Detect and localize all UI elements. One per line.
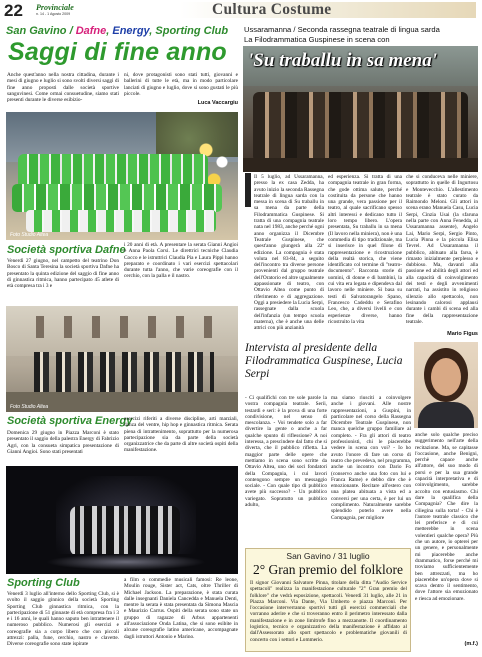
dropcap [245, 173, 251, 207]
energy-show-photo [6, 306, 238, 412]
interview-headline: Intervista al presidente della Filodrammatica Guspinese, Lucia Serpi [245, 342, 403, 380]
photo2-caption: Foto Studio Altea [10, 404, 49, 410]
photo2-dancers [34, 352, 214, 392]
dafne-col-2: i 20 anni di età. A presentare la serata Gianni Angioi e Anna Paola Corsi. Le direttrici tecniche Claudia Cocco e le istruttrici Claudia Pia e Laura Pippi hanno preparato e coordinato i vari esercizi spettacolari durante tutta l'anno, che varie coreografie con il cerchio, con la palla e il nastro. [124, 242, 238, 280]
kicker-sep-2: , [149, 25, 156, 37]
photo1-row-mid [12, 184, 222, 212]
photo1-row-front [26, 210, 216, 232]
interview-signature: (m.f.) [464, 641, 478, 647]
intro-col-2: ni, dove protagonisti sono stati tutti, giovanni e ballerini di tutte le età, ma in modo particolare lanciati di giugno e luglio, dove si sono gustati le più piccole. [124, 72, 238, 97]
kicker-energy: Energy [112, 25, 150, 37]
photo4-floor [243, 158, 478, 172]
sporting-club-photo [6, 466, 238, 574]
interview-col-3: anche solo qualche preciso suggerimento nell'arte della recitazione. Ma, se capitasse l'occasione, anche Benigni, perchè capace anche all'attore, del suo modo di porsi e per la sua grande capacità interpretativa e di coinvolgimento, sarebbe accolto con entusiasmo. Chi dare la qualifica della Compagnia? Che dire la ciliegina sulla torta! - Chi è l'autore teatrale classico che lei preferisce e di cui metterebbe in scena volentieri qualche opera? Più che un autore, io opterei per un genere, e personalmente mi piacerebbe anche drammatico, forse perché mi troviamo sufficientemente ben attrezzati, ma ho piacerebbe un'opera dove si scava dentro il sentimento, dove l'attore sia emozionato e riesca ad emozionare. [415, 432, 478, 602]
photo2-windows [36, 316, 216, 338]
theatre-col-1: Il 5 luglio, ad Ussaramanna, presso la ex casa Zedda, ha avuto inizio la seconda Rassegna teatrale di lingua sarda con la messa in scena di Su traballu in sa mena da parte della Filodrammatica Guspinese. Si tratta di una compagnia teatrale nata nel 1983, anche perché ogni anno organizza il Dicembre Teatrale Guspinese, che quest'anno giungerà alla 22ª edizione. La compagnia è stata voluta nel 83-84, a seguito dell'incontro tra diverse persone provenienti dal gruppo teatrale dell'Oratorio ed altre ugualmente appassionate di teatro, con Ottavio Altea come punto di riferimento e di aggregazione. Oggi a presiedere la Lucia Serpi, rassegnate dalla scuola dell'infanzia (un tempo scuola materna), che è anche una delle attrici con più anzianità [254, 174, 324, 332]
folklore-text: Il signor Giovanni Salvatore Pinna, titolare della ditta "Audio Service spettacoli" realizza la manifestazione culturale "2° Gran premio del folklore" che vedrà esposizione, spettacoli. Venerdì 31 luglio, alle 21 in Piazza Marconi. Via Dante, Via Umberto e piazza Marconi. Per l'occasione interverranno sportivi tutti gli esercizi commerciali che vorranno aderire e che si troveranno entro il perimetro interessato dalla manifestazione e in zone limitrofe fino a mezzanotte. Il coordinamento logistico, tecnico e organizzativo della manifestazione è affidato al dall'Assessorato allo sport spettacolo e problematiche giovanili di concerto con i settori e Lommerio. [250, 580, 407, 643]
intro-col-1: Anche quest'anno nella nostra cittadina, durante i mesi di giugno e luglio si sono svolti diversi saggi di fine anno proposti dalle società sportive sanguvinesi. Come ormai consuetudine, siamo stati presenti durante le diverse esibizio- [7, 72, 119, 104]
kicker-san-gavino: San Gavino / [6, 25, 76, 37]
intro-signature: Luca Vaccargiu [197, 100, 238, 106]
kicker-sep-1: , [106, 25, 113, 37]
theatre-signature: Mario Figus [447, 331, 478, 337]
lucia-serpi-portrait [414, 342, 478, 428]
masthead-issue: n. 14 - 1 Agosto 2009 [36, 12, 71, 16]
portrait-face [431, 358, 461, 396]
section-title: Cultura Costume [212, 1, 332, 18]
energy-col-1: Domenica 29 giugno in Piazza Marconi è stato presentato il saggio della palestra Energy di Fabrizio Agri, con la consueta simpatica presentazione di Gianni Angioi. Sono stati presentati [7, 430, 119, 455]
sporting-section-title: Sporting Club [7, 577, 80, 589]
folklore-kicker: San Gavino / 31 luglio [286, 551, 370, 561]
theatre-col-2: ed esperienza. Si tratta di una compagnia teatrale in gran forma, che gode ottima salute, perché costituita da persone che hanno una grande, vera passione per il teatro, al quale sacrificano spesso altri interessi e dedicano tutto il loro tempo libero. L'opera presentata, Su traballu in sa mena (Il lavoro nella miniera), non è una commedia di tipo tradizionale, ma si inserisce in quel filone di rappresentazione e ricostruzione della realtà storica, che viene identificato col termine di "teatro-documento". Racconta storie di uomini, di donne e di bambini, la cui vita era legata e dipendeva dal lavoro nelle miniere. Si basa su testi di Salvatorangelo Spano, Francesco Cadeddu e Serafino Leo, che, a diversi livelli e con esperienze diverse, hanno ricostruito la vita [328, 174, 402, 325]
sporting-col-2: a film o commedie musicali famosi: Re leone, Moulin rouge, Sister act, Cats, oltre Thriller di Michael Jackson. La preparazione, è stata curata dalle insegnanti Daniela Cancedda e Manuela Denti, mentre la serata è stata presentata da Simona Mascia e Maurizio Carrus. Ospiti della serata sono state un gruppo di ragazze di Arbus appartenenti all'associazione Onda Latina, che si sono esibite in alcune coreografie latino americane, accompagnate dagli istruttori Antonio e Marino. [124, 577, 238, 640]
page-header [0, 0, 482, 22]
photo4-actors [253, 92, 468, 162]
theatre-col-3: che si conduceva nelle miniere, soprattutto in quelle di Ingurtosu e Montevecchio. L'allestimento teatrale è stato curato da Raimondo Meloni. Gli attori in scena erano Manuela Casu, Lucia Serpi, Cinzia Usai (la sfaruna nella parte con Anna Fenedda, al Ussaramanna assente), Angelo Lai, Mario Serpi, Sergio Pinto, Lucia Pinna e la piccola Elisa Tevrel. Ad Ussaramanna il pubblico, abituato alla farsa, è rimasto inizialmente perplesso e dubbioso. Ma, davanti alla passione ed abilità degli attori ed alla capacità di coinvolgimento dei testi e degli avvenimenti narrati, ha assistito in religioso silenzio allo spettacolo, non lesinando calorosi applausi durante i cambi di scena ed alla fine della rappresentazione teatrale. [406, 174, 478, 325]
photo1-caption: Foto Studio Altea [10, 232, 49, 238]
sporting-col-1: Venerdì 3 luglio all'interno dello Sporting Club, si è svolto il saggio ginnico della società Sporting Sporting Club ginnastica ritmica, con la partecipazione di 51 ginnaste di età compresa fra i 3 e i 16 anni, le quali hanno saputo ben intrattenere il numeroso pubblico. Numerosi gli esercizi e coreografie sia a corpo libero che con piccoli attrezzi: palla, fune, cerchio, nastro e clavette. Diverse coreografie sono state ispirate [7, 591, 119, 648]
dafne-section-title: Società sportiva Dafne [7, 244, 126, 256]
photo3-floor-glow [46, 554, 206, 570]
page-number: 22 [4, 1, 23, 20]
right-kicker: Ussaramanna / Seconda rassegna teatrale di lingua sarda [244, 25, 440, 34]
portrait-shoulders [418, 402, 474, 428]
energy-section-title: Società sportiva Energy [7, 415, 133, 427]
energy-col-2: esercizi riferiti a diverse discipline, arti marziali, danza del ventre, hip hop e ginnastica ritmica. Serata piena di intrattenimento, soprattutto per la numerosa partecipazione sia da parte della società organizzatrice che da parte di altre società ospiti della manifestazione. [124, 416, 238, 454]
left-kicker [6, 25, 236, 37]
kicker-sporting: Sporting Club [155, 25, 229, 37]
photo3-dancers [70, 506, 180, 556]
left-headline: Saggi di fine anno [8, 38, 227, 66]
interview-col-1: - Ci qualifichi con tre sole parole la vostra compagnia teatrale. Serii, testardi e seri: è la prova di una forte condivisione, nel senso di mescolanza. - Voi tendete solo a far divertire la gente o anche a far qualche spunto di riflessione? A noi interessa, a prescindere dal fatto che si diverta, che il pubblico rifletta. La maggior parte delle opere che mettiamo in scena sono scritte da Ottavio Altea, uno dei soci fondatori della Compagnia, i cui lavori contengono sempre un messaggio sociale. - Con quale tipo di pubblico avete più successo? - Un pubblico variegato. Sopratutto un pubblico adulto, [245, 395, 327, 509]
interview-col-2: ma siamo riusciti a coinvolgere anche i giovani. Alle nostre rappresentazioni, a Guspini, in particolare nel corso della Rassegna Dicembre Teatrale Guspinese, non manca quelche gruppo familiare al completo. - Fra gli attori di teatro professionisti, chi le piacerebbe vedere in scena con voi? - Io ho avuto l'onore di fare un corso di teatro che prevedeva, nel programma, anche un incontro con Dario Fo (conservo anche una foto con lui e Franca Rame) e debbo dire che è emozionante. Recitare all'estero con una platea abituata a vista ed a conversi per una certa, è per lui un complimento. Naturalmente sarebbe splendido poterlo avere nella Compagnia, per migliore [331, 395, 411, 521]
masthead-logo: Provinciale [36, 3, 74, 12]
folklore-box [245, 548, 411, 652]
dafne-col-1: Venerdì 27 giugno, nel campetto del teatrino Don Bosco di Santa Teresina la società sportiva Dafne ha presentato la quinta edizione del saggio di fine anno di ginnastica ritmica, hanno partecipato 45 atlete di età compresa tra i 3 e [7, 258, 119, 290]
dafne-group-photo [6, 112, 238, 240]
right-kicker-2: La Filodrammatica Guspinese in scena con [244, 35, 390, 44]
folklore-headline: 2° Gran premio del folklore [252, 562, 404, 577]
theatre-headline: 'Su traballu in sa mena' [248, 50, 438, 71]
kicker-dafne: Dafne [75, 25, 107, 37]
